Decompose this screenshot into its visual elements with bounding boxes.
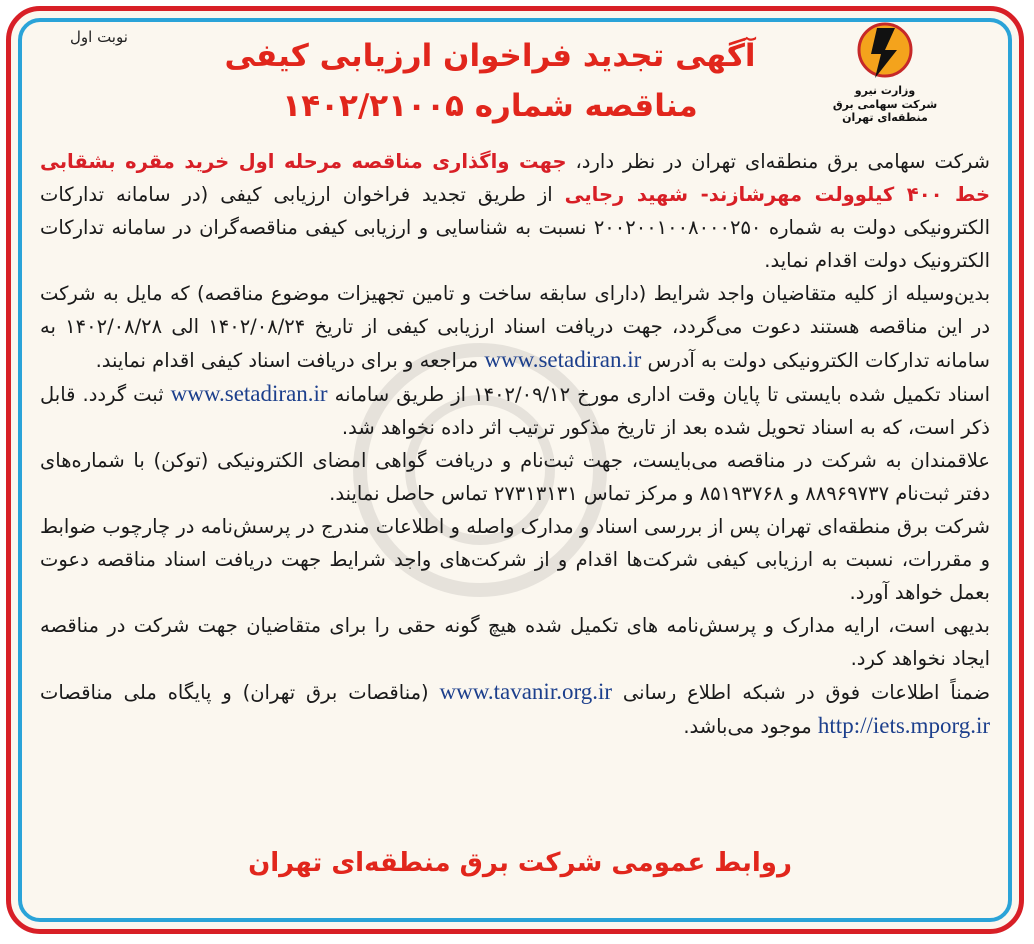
paragraph-7 — [40, 675, 990, 743]
footer-signature: روابط عمومی شرکت برق منطقه‌ای تهران — [248, 848, 792, 878]
logo-company-text: شرکت سهامی برق منطقه‌ای تهران — [832, 98, 938, 124]
announcement-body — [40, 145, 990, 743]
round-label: نوبت اول — [70, 28, 128, 46]
p1-text-c: از طریق تجدید فراخوان ارزیابی کیفی (در سامانه تدارکات الکترونیکی دولت به شماره ۲۰۰۲۰۰۱۰۰۸۰۰۰۲۵۰ نسبت به شناسایی و ارزیابی کیفی مناقصه‌گران در سامانه تدارکات الکترونیک دولت اقدام نماید. — [40, 183, 990, 272]
company-logo — [810, 20, 960, 140]
setadiran-link[interactable]: www.setadiran.ir — [484, 347, 642, 372]
paragraph-1 — [40, 145, 990, 277]
p1-text-a: شرکت سهامی برق منطقه‌ای تهران در نظر دارد، — [566, 150, 990, 173]
paragraph-3 — [40, 377, 990, 444]
p7-text-a: ضمناً اطلاعات فوق در شبکه اطلاع رسانی — [612, 681, 990, 704]
paragraph-2 — [40, 277, 990, 377]
iets-link[interactable]: http://iets.mporg.ir — [817, 713, 990, 738]
paragraph-4: علاقمندان به شرکت در مناقصه می‌بایست، جهت ثبت‌نام و دریافت گواهی امضای الکترونیکی (توکن) با شماره‌های دفتر ثبت‌نام ۸۸۹۶۹۷۳۷ و ۸۵۱۹۳۷۶۸ و مرکز تماس ۲۷۳۱۳۱۳۱ تماس حاصل نمایند. — [40, 449, 990, 505]
p1-highlight: جهت واگذاری مناقصه مرحله اول خرید مقره بشقابی خط ۴۰۰ کیلوولت مهرشازند- شهید رجایی — [40, 150, 990, 206]
p3-text-b: ثبت گردد. قابل ذکر است، که به اسناد تحویل شده بعد از تاریخ مذکور ترتیب اثر داده نخواهد شد. — [40, 383, 990, 439]
p2-text-b: مراجعه و برای دریافت اسناد کیفی اقدام نمایند. — [95, 349, 485, 372]
setadiran-link-2[interactable]: www.setadiran.ir — [170, 381, 328, 406]
p3-text-a: اسناد تکمیل شده بایستی تا پایان وقت اداری مورخ ۱۴۰۲/۰۹/۱۲ از طریق سامانه — [327, 383, 991, 406]
tender-number-title: مناقصه شماره ۱۴۰۲/۲۱۰۰۵ — [282, 88, 698, 124]
paragraph-6: بدیهی است، ارایه مدارک و پرسش‌نامه های تکمیل شده هیچ گونه حقی را برای متقاضیان جهت شرکت در مناقصه ایجاد نخواهد کرد. — [40, 614, 990, 670]
power-ministry-logo-icon — [855, 20, 915, 84]
p7-text-b: (مناقصات برق تهران) و پایگاه ملی مناقصات — [40, 681, 440, 704]
logo-ministry-text: وزارت نیرو — [854, 84, 916, 97]
page-title: آگهی تجدید فراخوان ارزیابی کیفی — [224, 38, 756, 74]
p2-text-a: بدین‌وسیله از کلیه متقاضیان واجد شرایط (دارای سابقه ساخت و تامین تجهیزات موضوع مناقصه) که مایل به شرکت در این مناقصه هستند دعوت می‌گردد، جهت دریافت اسناد ارزیابی کیفی از تاریخ ۱۴۰۲/۰۸/۲۴ الی ۱۴۰۲/۰۸/۲۸ به سامانه تدارکات الکترونیکی دولت به آدرس — [40, 282, 990, 372]
paragraph-5: شرکت برق منطقه‌ای تهران پس از بررسی اسناد و مدارک واصله و اطلاعات مندرج در پرسش‌نامه در چارچوب ضوابط و مقررات، نسبت به ارزیابی کیفی شرکت‌ها اقدام و از شرکت‌های واجد شرایط جهت دریافت اسناد مناقصه دعوت بعمل خواهد آورد. — [40, 515, 990, 604]
p7-text-c: موجود می‌باشد. — [683, 715, 818, 738]
tavanir-link[interactable]: www.tavanir.org.ir — [439, 679, 612, 704]
